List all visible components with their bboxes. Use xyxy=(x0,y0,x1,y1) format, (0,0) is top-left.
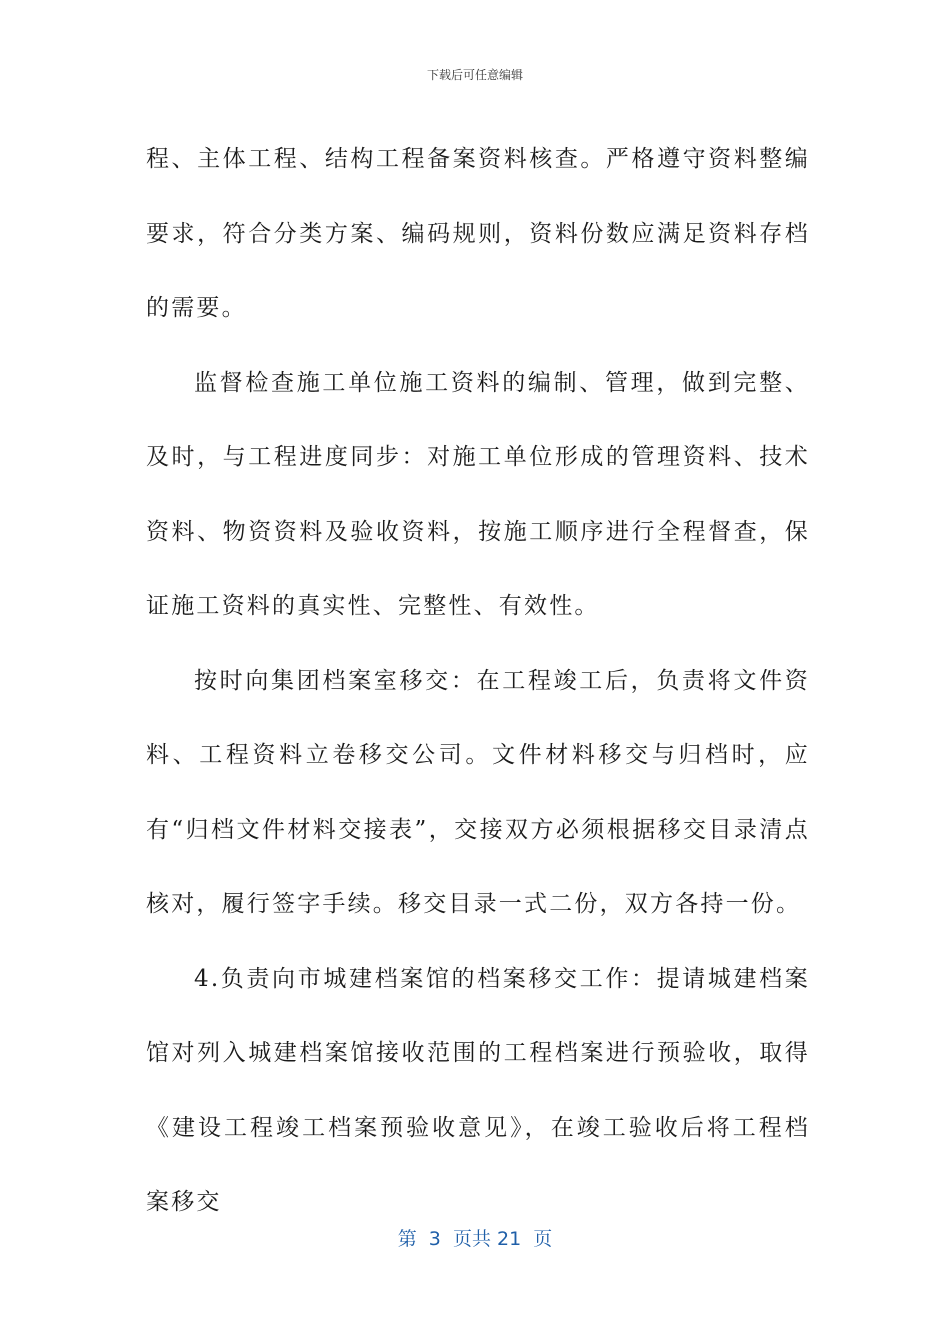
paragraph-city-archive: 4.负责向市城建档案馆的档案移交工作：提请城建档案馆对列入城建档案馆接收范围的工程档案进行预验收，取得《建设工程竣工档案预验收意见》，在竣工验收后将工程档案移交 xyxy=(146,965,810,1215)
page-number-footer: 第 3 页共 21 页 xyxy=(397,1228,553,1250)
header-note: 下载后可任意编辑 xyxy=(426,68,523,82)
paragraph-supervision: 监督检查施工单位施工资料的编制、管理，做到完整、及时，与工程进度同步：对施工单位形成的管理资料、技术资料、物资资料及验收资料，按施工顺序进行全程督查，保证施工资料的真实性、完整性、有效性。 xyxy=(146,369,810,619)
paragraph-transfer-archive: 按时向集团档案室移交：在工程竣工后，负责将文件资料、工程资料立卷移交公司。文件材料移交与归档时，应有“归档文件材料交接表”，交接双方必须根据移交目录清点核对，履行签字手续。移交目录一式二份，双方各持一份。 xyxy=(146,667,810,917)
document-body xyxy=(146,122,810,1240)
paragraph-continuation: 程、主体工程、结构工程备案资料核查。严格遵守资料整编要求，符合分类方案、编码规则，资料份数应满足资料存档的需要。 xyxy=(146,146,810,321)
